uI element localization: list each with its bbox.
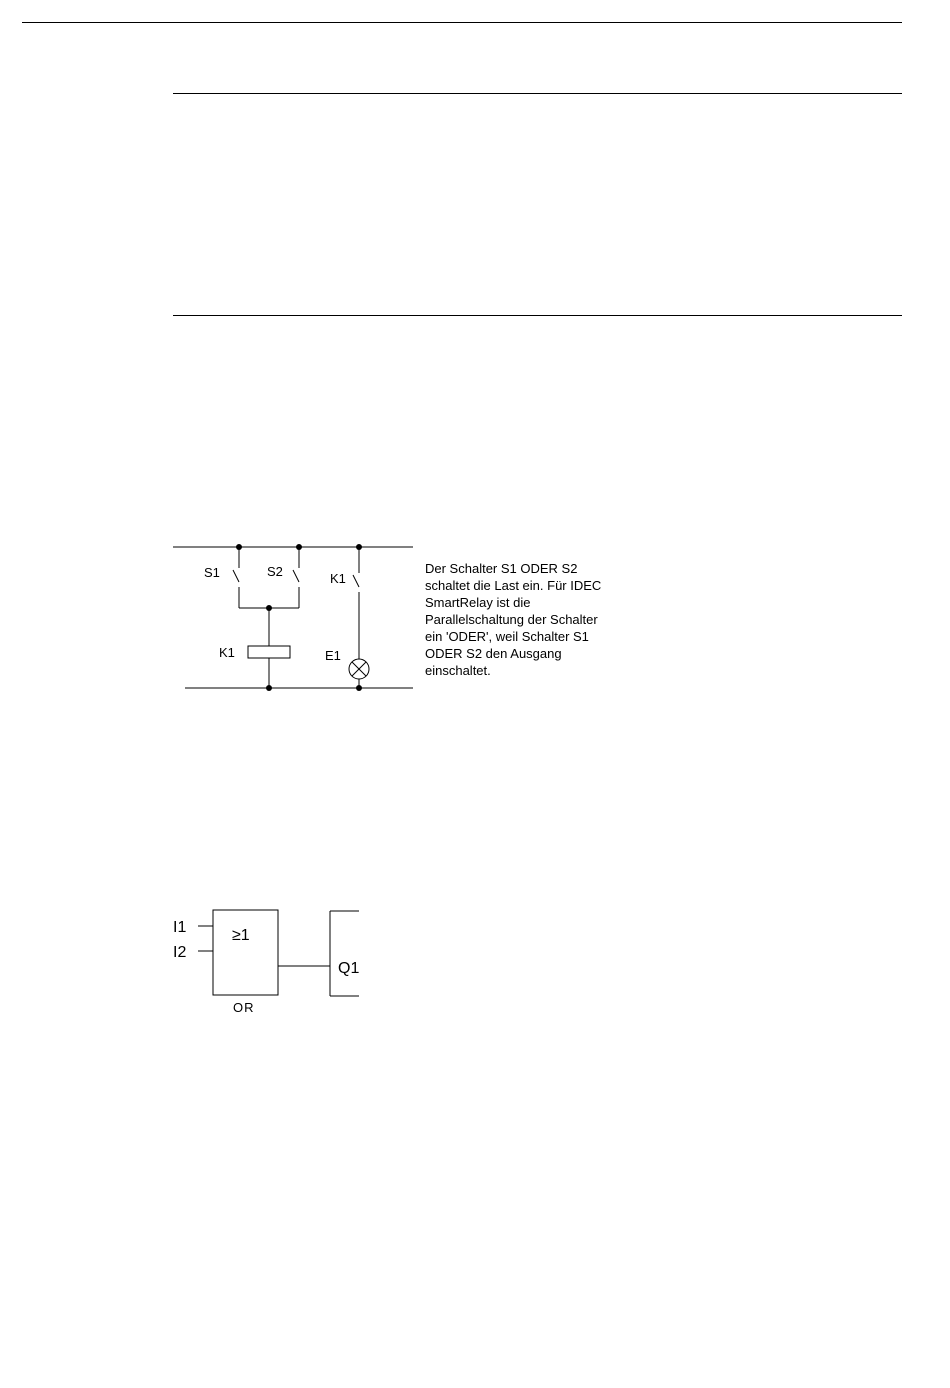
or-block-name: OR — [233, 1000, 255, 1015]
junction-dot — [266, 605, 272, 611]
logic-labels — [173, 919, 359, 1015]
junction-dot — [356, 685, 362, 691]
or-symbol-label: ≥1 — [232, 927, 250, 944]
k1-coil-label: K1 — [219, 645, 235, 660]
k1-contact-lever — [353, 575, 359, 587]
circuit-description: Der Schalter S1 ODER S2 schaltet die Last ein. Für IDEC SmartRelay ist die Parallelschaltung der Schalter ein 'ODER', weil Schalter S1 ODER S2 den Ausgang einschaltet. — [425, 561, 602, 678]
input-2-label: I2 — [173, 944, 187, 961]
s2-label: S2 — [267, 564, 283, 579]
junction-dot — [296, 544, 302, 550]
junction-dot — [356, 544, 362, 550]
input-1-label: I1 — [173, 919, 187, 936]
k1-coil — [248, 646, 290, 658]
s1-label: S1 — [204, 565, 220, 580]
wiring-labels — [204, 564, 346, 663]
or-logic-diagram — [198, 910, 359, 996]
s1-switch-lever — [233, 570, 239, 582]
output-label: Q1 — [338, 960, 360, 977]
junction-dot — [236, 544, 242, 550]
s2-switch-lever — [293, 570, 299, 582]
e1-label: E1 — [325, 648, 341, 663]
k1-contact-label: K1 — [330, 571, 346, 586]
junction-dot — [266, 685, 272, 691]
or-block — [213, 910, 278, 995]
